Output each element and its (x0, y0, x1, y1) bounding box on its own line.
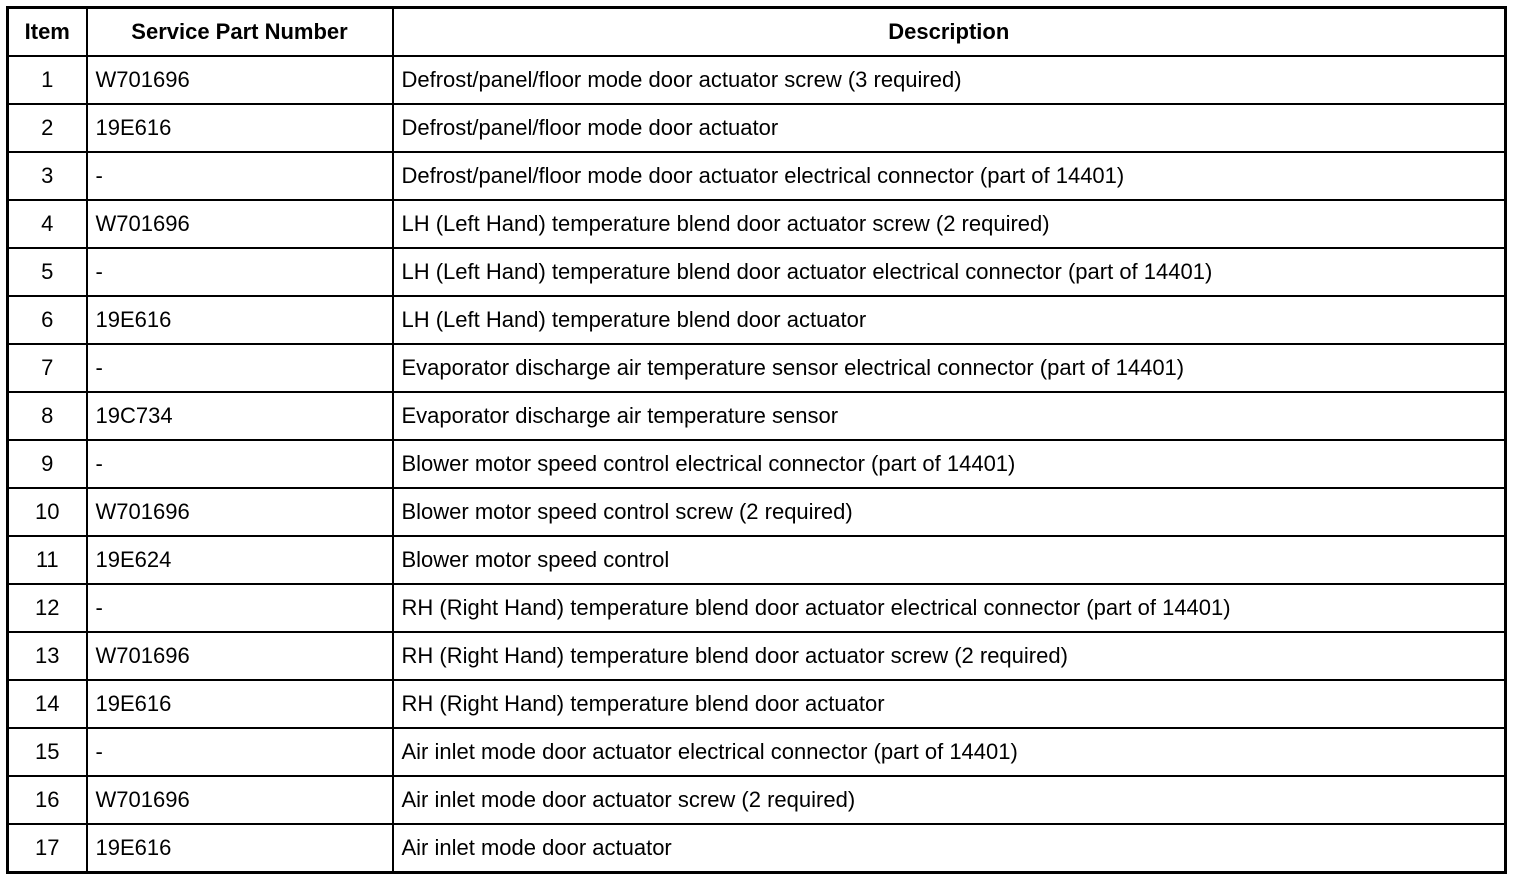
description-cell: Blower motor speed control screw (2 required) (393, 488, 1506, 536)
service-part-number-cell: - (87, 728, 393, 776)
table-row (8, 296, 1506, 344)
service-part-number-cell: 19E624 (87, 536, 393, 584)
service-part-number-cell: 19C734 (87, 392, 393, 440)
description-cell: LH (Left Hand) temperature blend door actuator (393, 296, 1506, 344)
table-row (8, 152, 1506, 200)
item-cell: 2 (8, 104, 87, 152)
service-part-number-cell: 19E616 (87, 824, 393, 873)
table-row (8, 56, 1506, 104)
service-part-number-cell: - (87, 152, 393, 200)
description-cell: Blower motor speed control (393, 536, 1506, 584)
table-row (8, 392, 1506, 440)
item-cell: 7 (8, 344, 87, 392)
table-row (8, 728, 1506, 776)
service-part-number-cell: W701696 (87, 632, 393, 680)
parts-table (6, 6, 1507, 874)
item-cell: 14 (8, 680, 87, 728)
table-row (8, 632, 1506, 680)
header-description: Description (393, 8, 1506, 57)
item-cell: 9 (8, 440, 87, 488)
header-item: Item (8, 8, 87, 57)
item-cell: 6 (8, 296, 87, 344)
description-cell: Defrost/panel/floor mode door actuator screw (3 required) (393, 56, 1506, 104)
description-cell: Defrost/panel/floor mode door actuator (393, 104, 1506, 152)
description-cell: Air inlet mode door actuator screw (2 required) (393, 776, 1506, 824)
item-cell: 1 (8, 56, 87, 104)
description-cell: Blower motor speed control electrical connector (part of 14401) (393, 440, 1506, 488)
service-part-number-cell: 19E616 (87, 296, 393, 344)
description-cell: RH (Right Hand) temperature blend door actuator electrical connector (part of 14401) (393, 584, 1506, 632)
service-part-number-cell: - (87, 440, 393, 488)
table-row (8, 776, 1506, 824)
table-row (8, 440, 1506, 488)
service-part-number-cell: 19E616 (87, 104, 393, 152)
table-row (8, 488, 1506, 536)
item-cell: 12 (8, 584, 87, 632)
description-cell: Evaporator discharge air temperature sensor electrical connector (part of 14401) (393, 344, 1506, 392)
service-part-number-cell: - (87, 248, 393, 296)
table-row (8, 536, 1506, 584)
description-cell: RH (Right Hand) temperature blend door actuator (393, 680, 1506, 728)
item-cell: 5 (8, 248, 87, 296)
description-cell: Evaporator discharge air temperature sensor (393, 392, 1506, 440)
service-part-number-cell: - (87, 344, 393, 392)
item-cell: 17 (8, 824, 87, 873)
description-cell: Air inlet mode door actuator (393, 824, 1506, 873)
table-header (8, 8, 1506, 57)
item-cell: 8 (8, 392, 87, 440)
table-row (8, 248, 1506, 296)
description-cell: Air inlet mode door actuator electrical connector (part of 14401) (393, 728, 1506, 776)
item-cell: 10 (8, 488, 87, 536)
description-cell: LH (Left Hand) temperature blend door actuator electrical connector (part of 14401) (393, 248, 1506, 296)
item-cell: 4 (8, 200, 87, 248)
header-service-part-number: Service Part Number (87, 8, 393, 57)
table-row (8, 344, 1506, 392)
service-part-number-cell: W701696 (87, 200, 393, 248)
table-row (8, 680, 1506, 728)
item-cell: 15 (8, 728, 87, 776)
description-cell: RH (Right Hand) temperature blend door actuator screw (2 required) (393, 632, 1506, 680)
table-row (8, 584, 1506, 632)
item-cell: 16 (8, 776, 87, 824)
description-cell: Defrost/panel/floor mode door actuator electrical connector (part of 14401) (393, 152, 1506, 200)
service-part-number-cell: W701696 (87, 488, 393, 536)
service-part-number-cell: - (87, 584, 393, 632)
table-row (8, 824, 1506, 873)
table-body (8, 56, 1506, 873)
header-row (8, 8, 1506, 57)
service-part-number-cell: 19E616 (87, 680, 393, 728)
item-cell: 13 (8, 632, 87, 680)
item-cell: 3 (8, 152, 87, 200)
service-part-number-cell: W701696 (87, 776, 393, 824)
table-row (8, 200, 1506, 248)
description-cell: LH (Left Hand) temperature blend door actuator screw (2 required) (393, 200, 1506, 248)
service-part-number-cell: W701696 (87, 56, 393, 104)
table-row (8, 104, 1506, 152)
item-cell: 11 (8, 536, 87, 584)
